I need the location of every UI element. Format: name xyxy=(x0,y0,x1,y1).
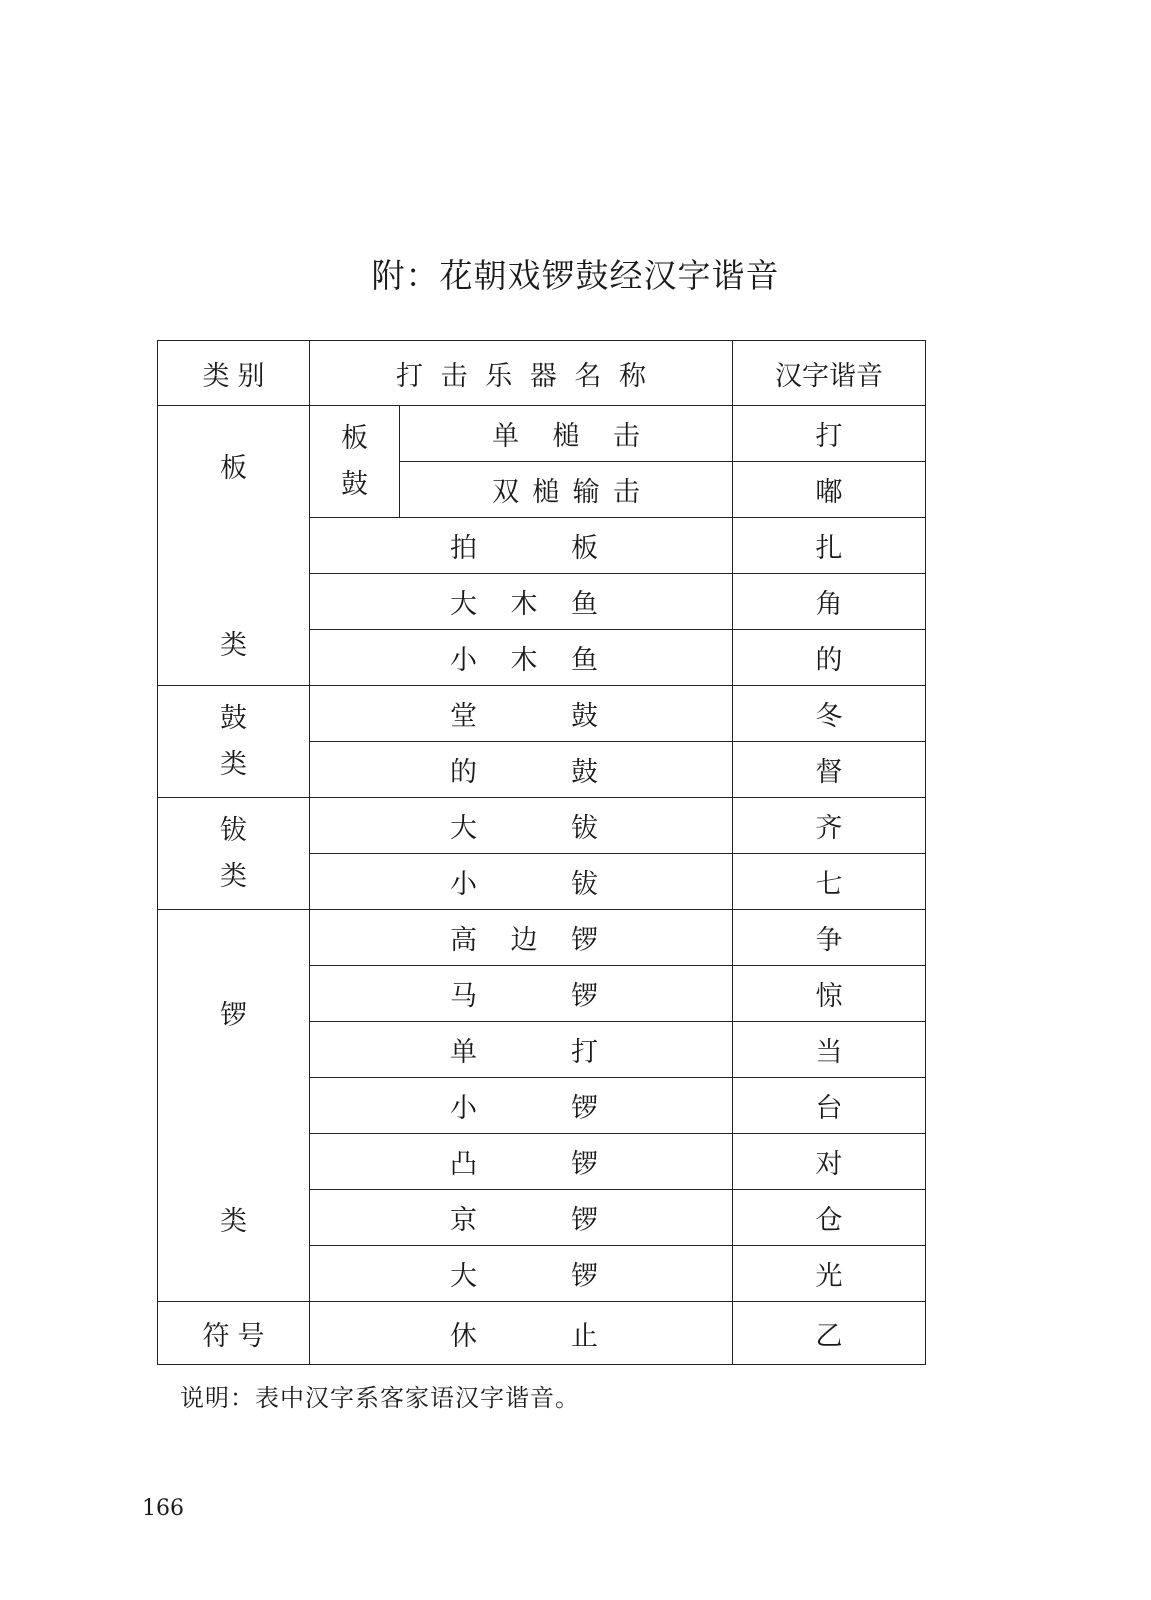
instrument-char: 堂 xyxy=(450,701,477,732)
category-char: 锣 xyxy=(220,1000,247,1031)
page-number: 166 xyxy=(142,1496,184,1521)
instrument-char: 鼓 xyxy=(571,757,598,788)
sound-cell: 当 xyxy=(733,1022,926,1078)
instrument-char: 击 xyxy=(613,421,640,452)
instrument-char: 锣 xyxy=(571,1205,598,1236)
instrument-char: 锣 xyxy=(571,1093,598,1124)
instrument-char: 钹 xyxy=(571,813,598,844)
header-category xyxy=(158,341,310,406)
instrument-cell xyxy=(310,1078,733,1134)
sound-cell: 争 xyxy=(733,910,926,966)
instrument-char: 槌 xyxy=(532,477,560,508)
sound-cell: 齐 xyxy=(733,798,926,854)
category-cell-drum xyxy=(158,686,310,798)
instrument-char: 锣 xyxy=(571,981,598,1012)
instrument-cell xyxy=(310,910,733,966)
category-char: 类 xyxy=(220,860,247,892)
header-instrument-char: 名 xyxy=(574,360,602,392)
category-char: 类 xyxy=(220,629,247,661)
instrument-char: 凸 xyxy=(450,1149,477,1180)
instrument-char: 锣 xyxy=(571,1149,598,1180)
instrument-cell xyxy=(310,1190,733,1246)
instrument-char: 单 xyxy=(450,1037,477,1068)
sound-cell: 的 xyxy=(733,630,926,686)
instrument-char: 输 xyxy=(572,477,600,508)
instrument-char: 木 xyxy=(510,645,538,676)
header-sound xyxy=(733,341,926,406)
header-category-char: 别 xyxy=(237,360,265,392)
page-title: 附：花朝戏锣鼓经汉字谐音 xyxy=(371,256,780,295)
instrument-char: 打 xyxy=(571,1037,598,1068)
table-header-row xyxy=(158,341,926,406)
instrument-char: 小 xyxy=(450,1093,477,1124)
table-row xyxy=(158,1302,926,1365)
sound-cell: 打 xyxy=(733,406,926,462)
category-cell-cymbal xyxy=(158,798,310,910)
instrument-char: 钹 xyxy=(571,869,598,900)
instrument-char: 鱼 xyxy=(571,589,598,620)
sound-cell: 冬 xyxy=(733,686,926,742)
instrument-char: 的 xyxy=(450,757,477,788)
table-note: 说明：表中汉字系客家语汉字谐音。 xyxy=(180,1384,580,1412)
instrument-cell xyxy=(310,798,733,854)
instrument-char: 锣 xyxy=(571,925,598,956)
instrument-cell xyxy=(310,1246,733,1302)
header-instrument-char: 乐 xyxy=(485,360,513,392)
instrument-cell xyxy=(310,1302,733,1365)
sound-cell: 光 xyxy=(733,1246,926,1302)
instrument-char: 板 xyxy=(571,533,598,564)
sound-cell: 角 xyxy=(733,574,926,630)
header-instrument-char: 称 xyxy=(618,360,646,392)
sound-cell: 七 xyxy=(733,854,926,910)
instrument-char: 大 xyxy=(450,589,477,620)
table-row xyxy=(158,798,926,854)
table-row xyxy=(158,406,926,462)
instrument-char: 单 xyxy=(492,421,519,452)
header-instrument-char: 器 xyxy=(529,360,557,392)
instrument-cell xyxy=(310,854,733,910)
sound-cell: 台 xyxy=(733,1078,926,1134)
header-category-char: 类 xyxy=(202,360,230,392)
instrument-char: 休 xyxy=(450,1320,477,1352)
instrument-char: 京 xyxy=(450,1205,477,1236)
category-char: 类 xyxy=(220,748,247,780)
category-cell-gong xyxy=(158,910,310,1302)
instrument-cell xyxy=(310,1134,733,1190)
sound-cell: 扎 xyxy=(733,518,926,574)
sub-category-cell-board-drum xyxy=(310,406,400,518)
instrument-char: 大 xyxy=(450,813,477,844)
category-char: 号 xyxy=(237,1320,265,1352)
instrument-char: 高 xyxy=(450,925,477,956)
instrument-char: 槌 xyxy=(552,421,580,452)
instrument-char: 鼓 xyxy=(571,701,598,732)
instrument-cell xyxy=(310,1022,733,1078)
table-row xyxy=(158,686,926,742)
category-cell-board xyxy=(158,406,310,686)
header-instrument xyxy=(310,341,733,406)
sound-cell: 惊 xyxy=(733,966,926,1022)
instrument-cell xyxy=(310,742,733,798)
sub-category-char: 板 xyxy=(341,422,368,454)
table-row xyxy=(158,910,926,966)
instrument-char: 马 xyxy=(450,981,477,1012)
category-char: 板 xyxy=(220,452,247,484)
sound-cell: 督 xyxy=(733,742,926,798)
instrument-char: 击 xyxy=(612,477,640,508)
header-instrument-char: 打 xyxy=(396,360,423,392)
instrument-char: 锣 xyxy=(571,1261,598,1292)
sub-category-char: 鼓 xyxy=(341,468,368,500)
gong-drum-table xyxy=(157,340,926,1365)
instrument-char: 止 xyxy=(571,1320,598,1352)
instrument-char: 小 xyxy=(450,645,477,676)
sound-cell: 对 xyxy=(733,1134,926,1190)
instrument-cell xyxy=(400,462,733,518)
category-cell-symbol xyxy=(158,1302,310,1365)
category-char: 类 xyxy=(220,1206,247,1237)
instrument-cell xyxy=(310,574,733,630)
instrument-char: 双 xyxy=(492,477,519,508)
instrument-cell xyxy=(310,966,733,1022)
sound-cell: 仓 xyxy=(733,1190,926,1246)
category-char: 钹 xyxy=(220,814,247,846)
instrument-char: 拍 xyxy=(450,533,477,564)
instrument-cell xyxy=(310,686,733,742)
header-instrument-char: 击 xyxy=(440,360,468,392)
sound-cell: 乙 xyxy=(733,1302,926,1365)
instrument-char: 木 xyxy=(510,589,538,620)
instrument-cell xyxy=(310,518,733,574)
instrument-char: 边 xyxy=(510,925,538,956)
instrument-char: 大 xyxy=(450,1261,477,1292)
instrument-cell xyxy=(310,630,733,686)
instrument-char: 小 xyxy=(450,869,477,900)
category-char: 鼓 xyxy=(220,702,247,734)
sound-cell: 嘟 xyxy=(733,462,926,518)
header-sound-label: 汉字谐音 xyxy=(775,360,883,392)
instrument-char: 鱼 xyxy=(571,645,598,676)
instrument-cell xyxy=(400,406,733,462)
category-char: 符 xyxy=(202,1320,230,1352)
